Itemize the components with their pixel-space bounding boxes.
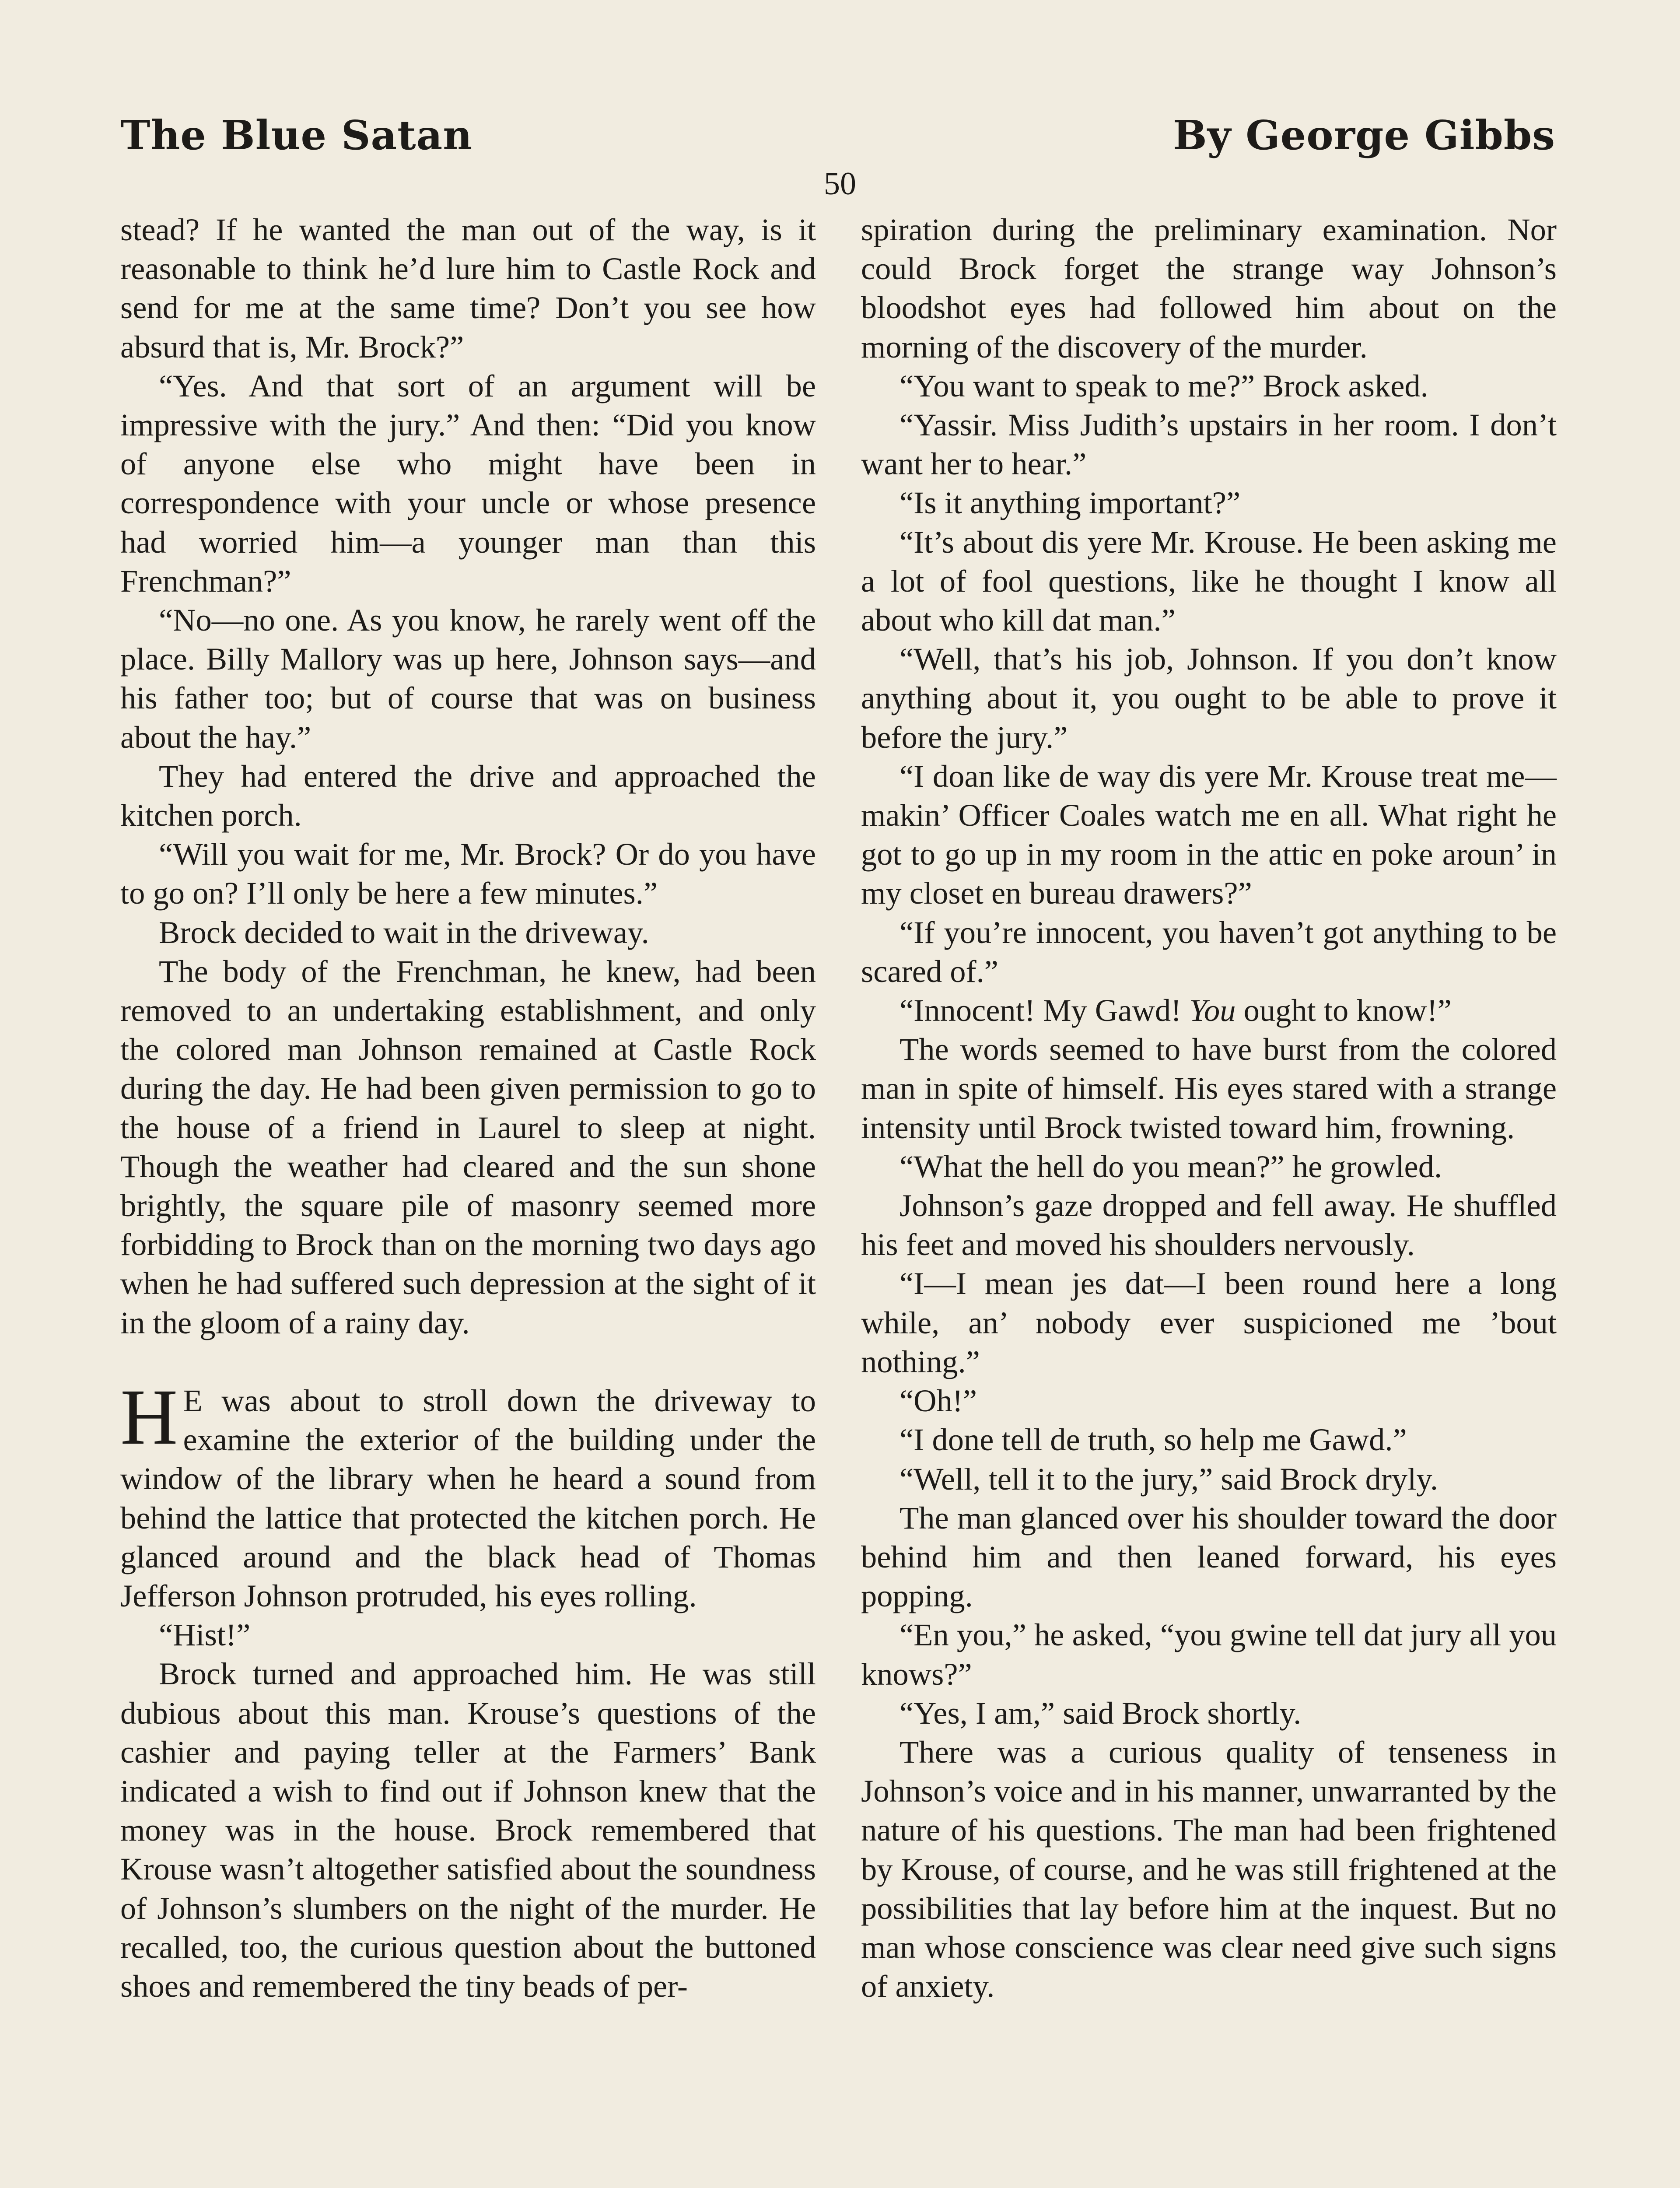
paragraph: “Well, tell it to the jury,” said Brock dryly. [900, 1461, 1438, 1497]
paragraph: “Hist!” [159, 1617, 251, 1653]
paragraph: The man glanced over his shoulder toward the door behind him and then leaned forward, his eyes popping. [861, 1500, 1557, 1614]
paragraph: They had entered the drive and approached the kitchen porch. [120, 758, 816, 833]
paragraph: “Oh!” [900, 1383, 977, 1419]
paragraph: Brock decided to wait in the driveway. [159, 914, 649, 950]
page-number: 50 [824, 166, 856, 202]
right-text-column [861, 210, 1557, 2006]
paragraph: “Will you wait for me, Mr. Brock? Or do you have to go on? I’ll only be here a few minutes.” [120, 836, 816, 911]
paragraph: “It’s about dis yere Mr. Krouse. He been asking me a lot of fool questions, like he thought I know all about who kill dat man.” [861, 524, 1557, 638]
paragraph: “Yassir. Miss Judith’s upstairs in her room. I don’t want her to hear.” [861, 407, 1557, 482]
paragraph: “What the hell do you mean?” he growled. [900, 1148, 1442, 1184]
paragraph: “I doan like de way dis yere Mr. Krouse treat me—makin’ Officer Coales watch me en all. What right he got to go up in my room in the attic en poke aroun’ in my closet en bureau drawers?” [861, 758, 1557, 911]
paragraph: “Yes, I am,” said Brock shortly. [900, 1695, 1302, 1731]
paragraph: “Well, that’s his job, Johnson. If you don’t know anything about it, you ought to be able to prove it before the jury.” [861, 641, 1557, 755]
paragraph: Brock turned and approached him. He was still dubious about this man. Krouse’s questions of the cashier and paying teller at the Farmers’ Bank indicated a wish to find out if Johnson knew that the money was in the house. Brock remembered that Krouse wasn’t altogether satisfied about the soundness of Johnson’s slumbers on the night of the murder. He recalled, too, the curious question about the buttoned shoes and remembered the tiny beads of per- [120, 1656, 816, 2004]
paragraph: “En you,” he asked, “you gwine tell dat jury all you knows?” [861, 1617, 1557, 1692]
left-text-column [120, 210, 816, 2006]
paragraph: “Innocent! My Gawd! You ought to know!” [900, 992, 1452, 1028]
paragraph: The body of the Frenchman, he knew, had been removed to an undertaking establishment, and only the colored man Johnson remained at Castle Rock during the day. He had been given permission to go to the house of a friend in Laurel to sleep at night. Though the weather had cleared and the sun shone brightly, the square pile of masonry seemed more forbidding to Brock than on the morning two days ago when he had suffered such depression at the sight of it in the gloom of a rainy day. [120, 953, 816, 1340]
paragraph: “Yes. And that sort of an argument will be impressive with the jury.” And then: “Did you know of anyone else who might have been in correspondence with your uncle or whose presence had worried him—a younger man than this Frenchman?” [120, 368, 816, 599]
paragraph: “Is it anything important?” [900, 485, 1241, 521]
paragraph: Johnson’s gaze dropped and fell away. He shuffled his feet and moved his shoulders nervously. [861, 1188, 1557, 1262]
section-opening-paragraph [120, 1373, 816, 1615]
paragraph: “I done tell de truth, so help me Gawd.” [900, 1422, 1407, 1458]
paragraph: “I—I mean jes dat—I been round here a long while, an’ nobody ever suspicioned me ’bout nothing.” [861, 1266, 1557, 1379]
paragraph: “If you’re innocent, you haven’t got anything to be scared of.” [861, 914, 1557, 989]
paragraph: spiration during the preliminary examination. Nor could Brock forget the strange way Johnson’s bloodshot eyes had followed him about on the morning of the discovery of the murder. [861, 212, 1557, 365]
paragraph: stead? If he wanted the man out of the way, is it reasonable to think he’d lure him to Castle Rock and send for me at the same time? Don’t you see how absurd that is, Mr. Brock?” [120, 212, 816, 365]
paragraph: “No—no one. As you know, he rarely went off the place. Billy Mallory was up here, Johnson says—and his father too; but of course that was on business about the hay.” [120, 602, 816, 755]
story-title: The Blue Satan [120, 112, 473, 159]
paragraph-text: E was about to stroll down the driveway to examine the exterior of the building under the window of the library when he heard a sound from behind the lattice that protected the kitchen porch. He glanced around and the black head of Thomas Jefferson Johnson protruded, his eyes rolling. [120, 1382, 816, 1613]
paragraph: There was a curious quality of tenseness in Johnson’s voice and in his manner, unwarranted by the nature of his questions. The man had been frightened by Krouse, of course, and he was still frightened at the possibilities that lay before him at the inquest. But no man whose conscience was clear need give such signs of anxiety. [861, 1734, 1557, 2004]
drop-cap: H [120, 1373, 178, 1461]
story-author: By George Gibbs [1172, 112, 1555, 159]
paragraph: The words seemed to have burst from the colored man in spite of himself. His eyes stared with a strange intensity until Brock twisted toward him, frowning. [861, 1031, 1557, 1145]
paragraph: “You want to speak to me?” Brock asked. [900, 368, 1428, 403]
